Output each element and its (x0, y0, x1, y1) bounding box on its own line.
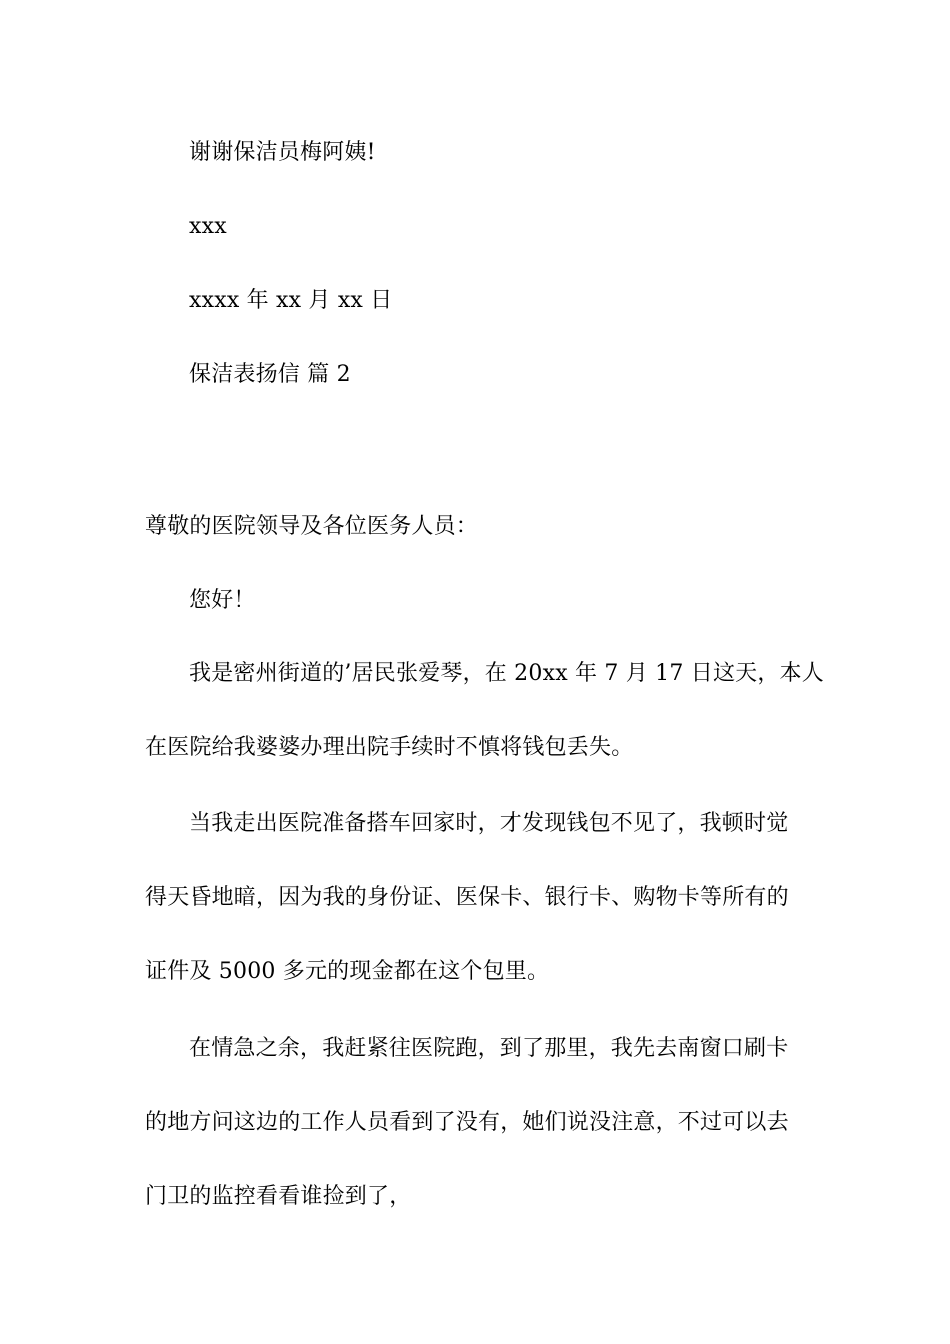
closing-signature: xxx (189, 214, 227, 239)
paragraph-line: 当我走出医院准备搭车回家时，才发现钱包不见了，我顿时觉 (189, 811, 789, 836)
salutation: 尊敬的医院领导及各位医务人员： (145, 514, 479, 539)
paragraph-line: 在医院给我婆婆办理出院手续时不慎将钱包丢失。 (145, 735, 634, 760)
paragraph-line: 证件及 5000 多元的现金都在这个包里。 (145, 959, 550, 984)
closing-thanks: 谢谢保洁员梅阿姨! (189, 140, 376, 165)
paragraph-line: 的地方问这边的工作人员看到了没有，她们说没注意，不过可以去 (145, 1110, 789, 1135)
paragraph-line: 门卫的监控看看谁捡到了， (145, 1184, 412, 1209)
closing-date: xxxx 年 xx 月 xx 日 (189, 288, 393, 313)
greeting: 您好！ (189, 588, 256, 613)
section-heading: 保洁表扬信 篇 2 (189, 362, 351, 387)
paragraph-line: 得天昏地暗，因为我的身份证、医保卡、银行卡、购物卡等所有的 (145, 885, 789, 910)
paragraph-line: 我是密州街道的’居民张爱琴，在 20xx 年 7 月 17 日这天，本人 (189, 661, 824, 686)
paragraph-line: 在情急之余，我赶紧往医院跑，到了那里，我先去南窗口刷卡 (189, 1036, 789, 1061)
